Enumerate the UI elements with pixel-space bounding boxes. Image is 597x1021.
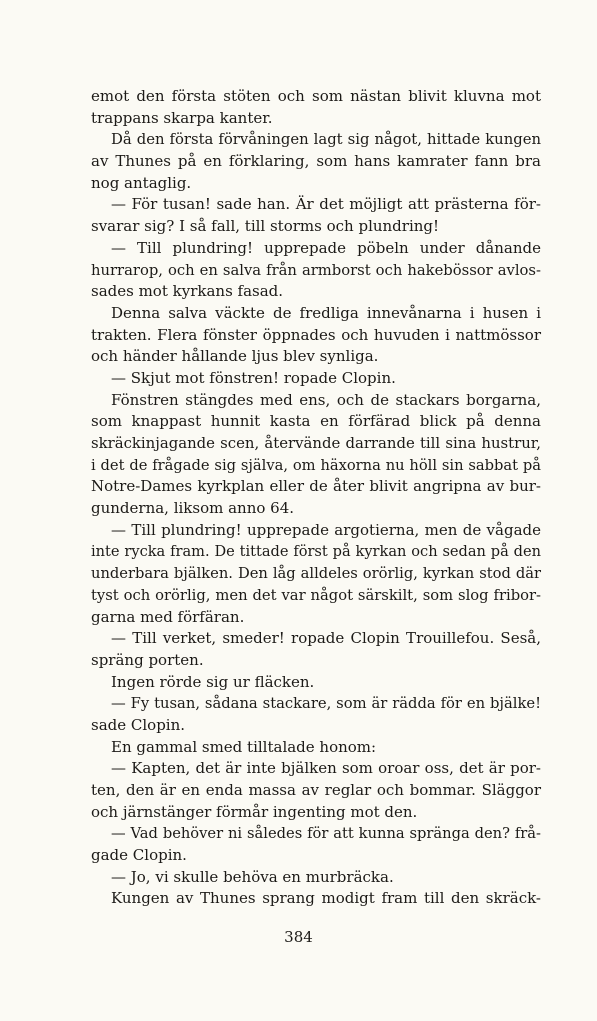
text-line: tyst och orörlig, men det var något särskilt, som slog fribor- [91, 586, 541, 604]
page-number: 384 [284, 928, 313, 946]
text-line: — Fy tusan, sådana stackare, som är rädda för en bjälke! [111, 695, 541, 713]
text-line: — Vad behöver ni således för att kunna spränga den? frå- [111, 825, 541, 843]
text-line: och händer hållande ljus blev synliga. [91, 347, 379, 366]
text-line: — För tusan! sade han. Är det möjligt att prästerna för- [111, 195, 541, 214]
text-line: — Jo, vi skulle behöva en murbräcka. [111, 867, 394, 886]
body-text [91, 86, 541, 910]
text-line: — Skjut mot fönstren! ropade Clopin. [111, 368, 396, 387]
text-line: garna med förfäran. [91, 607, 245, 626]
text-line: Notre-Dames kyrkplan eller de åter blivit angripna av bur- [91, 477, 541, 496]
text-line: hurrarop, och en salva från armborst och hakebössor avlos- [91, 261, 541, 279]
text-line: spräng porten. [91, 650, 204, 669]
text-line: Denna salva väckte de fredliga innevånarna i husen i [111, 303, 541, 322]
text-line: svarar sig? I så fall, till storms och plundring! [91, 217, 440, 236]
text-line: En gammal smed tilltalade honom: [111, 737, 377, 756]
text-line: nog antaglig. [91, 173, 192, 192]
text-line: Då den första förvåningen lagt sig något, hittade kungen [111, 131, 541, 149]
text-line: Kungen av Thunes sprang modigt fram till den skräck- [111, 889, 541, 908]
text-line: Ingen rörde sig ur fläcken. [111, 672, 315, 691]
text-line: ten, den är en enda massa av reglar och bommar. Släggor [91, 781, 541, 799]
text-line: sades mot kyrkans fasad. [91, 282, 284, 301]
text-line: och järnstänger förmår ingenting mot den. [91, 802, 418, 821]
text-line: inte rycka fram. De tittade först på kyrkan och sedan på den [91, 543, 541, 561]
text-line: gade Clopin. [91, 846, 187, 865]
text-line: underbara bjälken. Den låg alldeles orörlig, kyrkan stod där [91, 565, 541, 583]
text-line: av Thunes på en förklaring, som hans kamrater fann bra [91, 152, 541, 171]
text-line: i det de frågade sig själva, om häxorna nu höll sin sabbat på [91, 456, 541, 474]
text-line: sade Clopin. [91, 715, 186, 734]
text-line: — Till plundring! upprepade pöbeln under dånande [111, 238, 541, 257]
text-line: emot den första stöten och som nästan blivit kluvna mot [91, 87, 541, 105]
text-line: skräckinjagande scen, återvände darrande till sina hustrur, [91, 434, 541, 452]
text-line: — Till verket, smeder! ropade Clopin Trouillefou. Seså, [111, 629, 541, 648]
text-line: trappans skarpa kanter. [91, 108, 273, 127]
text-line: — Till plundring! upprepade argotierna, men de vågade [111, 520, 541, 539]
text-line: — Kapten, det är inte bjälken som oroar oss, det är por- [111, 759, 541, 778]
text-line: trakten. Flera fönster öppnades och huvuden i nattmössor [91, 325, 541, 344]
text-line: som knappast hunnit kasta en förfärad blick på denna [91, 412, 541, 431]
text-line: gunderna, liksom anno 64. [91, 499, 295, 518]
text-line: Fönstren stängdes med ens, och de stackars borgarna, [111, 390, 541, 409]
